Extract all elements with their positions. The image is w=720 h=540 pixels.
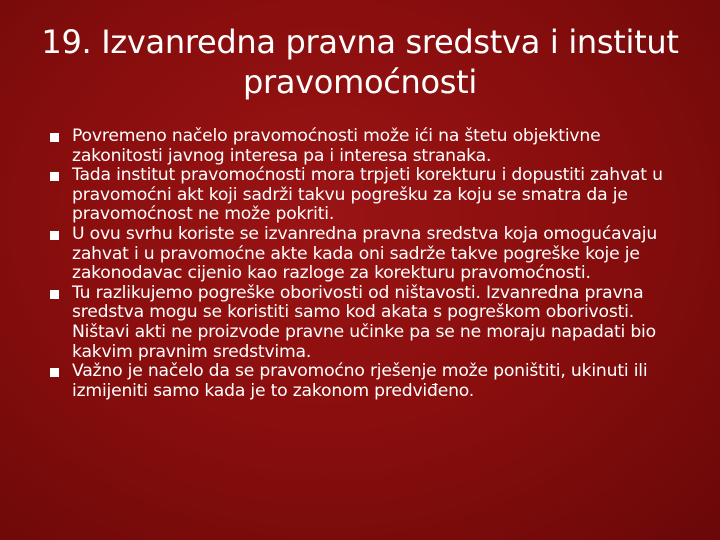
bullet-item — [50, 166, 690, 225]
bullet-list — [50, 127, 690, 401]
bullet-item — [50, 127, 690, 166]
bullet-text: Tu razlikujemo pogreške oborivosti od ništavosti. Izvanredna pravna sredstva mogu se koristiti samo kod akata s pogreškom oborivosti. Ništavi akti ne proizvode pravne učinke pa se ne moraju napadati bio kakvim pravnim sredstvima. — [72, 282, 656, 362]
bullet-item — [50, 362, 690, 401]
bullet-text: U ovu svrhu koriste se izvanredna pravna sredstva koja omogućavaju zahvat i u pravomoćne akte kada oni sadrže takve pogreške koje je zakonodavac cijenio kao razloge za korekturu pravomoćnosti. — [72, 223, 658, 284]
bullet-text: Tada institut pravomoćnosti mora trpjeti korekturu i dopustiti zahvat u pravomoćni akt koji sadrži takvu pogrešku za koju se smatra da je pravomoćnost ne može pokriti. — [72, 165, 663, 225]
slide-title: 19. Izvanredna pravna sredstva i institut pravomoćnosti — [41, 23, 679, 101]
square-bullet-icon — [50, 290, 59, 299]
square-bullet-icon — [50, 172, 59, 181]
bullet-item — [50, 225, 690, 284]
square-bullet-icon — [50, 231, 59, 240]
square-bullet-icon — [50, 133, 59, 142]
square-bullet-icon — [50, 368, 59, 377]
bullet-text: Povremeno načelo pravomoćnosti može ići na štetu objektivne zakonitosti javnog interesa pa i interesa stranaka. — [72, 126, 601, 166]
bullet-item — [50, 284, 690, 362]
bullet-text: Važno je načelo da se pravomoćno rješenje može poništiti, ukinuti ili izmijeniti samo kada je to zakonom predviđeno. — [72, 361, 648, 401]
